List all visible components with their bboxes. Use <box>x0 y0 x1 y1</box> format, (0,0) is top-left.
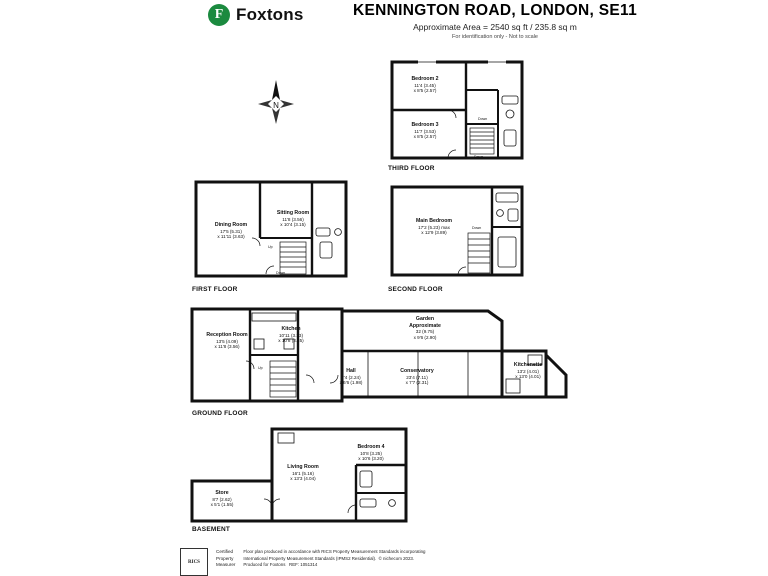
svg-text:Up: Up <box>268 245 273 249</box>
room-dining-room: Dining Room 17'5 (5.31) x 11'11 (3.63) <box>214 222 248 240</box>
rics-logo: RICS <box>180 548 208 576</box>
identification-note: For identification only - Not to scale <box>452 34 538 40</box>
foxtons-wordmark: Foxtons <box>236 5 304 24</box>
room-kitchenette: Kitchenette 13'2 (4.01) x 13'0 (4.01) <box>513 362 543 380</box>
room-living-room: Living Room 16'1 (5.16) x 13'3 (4.04) <box>287 464 319 482</box>
room-reception-room: Reception Room 13'5 (4.09) x 11'8 (3.56) <box>206 332 248 350</box>
floor-label-basement: BASEMENT <box>192 526 231 533</box>
foxtons-mark: F <box>208 4 230 26</box>
room-bedroom-4: Bedroom 4 10'8 (3.25) x 10'6 (3.20) <box>357 444 385 462</box>
room-kitchen: Kitchen 10'11 (3.33) x 10'8 (3.25) <box>278 326 304 344</box>
disclaimer-text: Floor plan produced in accordance with RICS Property Measurement Standards incorporating International Property Measurement Standards (IPMS2 Residential). © nichecom 2023. Produced for Foxtons REF: 1051314 <box>243 549 426 568</box>
rics-caption: Certified Property Measurer <box>216 549 236 568</box>
svg-text:Down: Down <box>276 271 286 275</box>
plan-third-floor <box>388 58 528 164</box>
footer <box>180 548 600 576</box>
svg-text:Down: Down <box>474 155 484 159</box>
approximate-area: Approximate Area = 2540 sq ft / 235.8 sq m <box>413 22 577 32</box>
room-garden: Garden Approximate 32 (9.75) x 9'6 (2.90) <box>409 316 441 340</box>
compass-icon <box>256 78 296 126</box>
page-title: KENNINGTON ROAD, LONDON, SE11 <box>352 2 637 19</box>
svg-text:Down: Down <box>478 117 488 121</box>
room-bedroom-3: Bedroom 3 11'7 (3.53) x 8'5 (2.57) <box>411 122 439 140</box>
room-store: Store 8'7 (2.62) x 5'1 (1.55) <box>210 490 234 508</box>
plan-ground-floor <box>188 305 580 409</box>
room-sitting-room: Sitting Room 11'8 (3.56) x 10'4 (3.15) <box>276 210 310 228</box>
floor-label-third: THIRD FLOOR <box>388 165 435 172</box>
room-main-bedroom: Main Bedroom 17'2 (5.23) max x 12'9 (3.89) <box>415 218 453 236</box>
svg-text:Up: Up <box>258 366 263 370</box>
floor-label-ground: GROUND FLOOR <box>192 410 248 417</box>
svg-text:N: N <box>273 101 279 110</box>
foxtons-logo <box>208 4 304 26</box>
room-hall: Hall 7'4 (2.24) x 6'6 (1.98) <box>339 368 363 386</box>
svg-text:Down: Down <box>472 226 482 230</box>
room-conservatory: Conservatory 23'4 (7.11) x 7'7 (2.31) <box>400 368 434 386</box>
floor-label-second: SECOND FLOOR <box>388 286 443 293</box>
floor-label-first: FIRST FLOOR <box>192 286 238 293</box>
room-bedroom-2: Bedroom 2 11'4 (3.45) x 8'5 (2.57) <box>411 76 439 94</box>
